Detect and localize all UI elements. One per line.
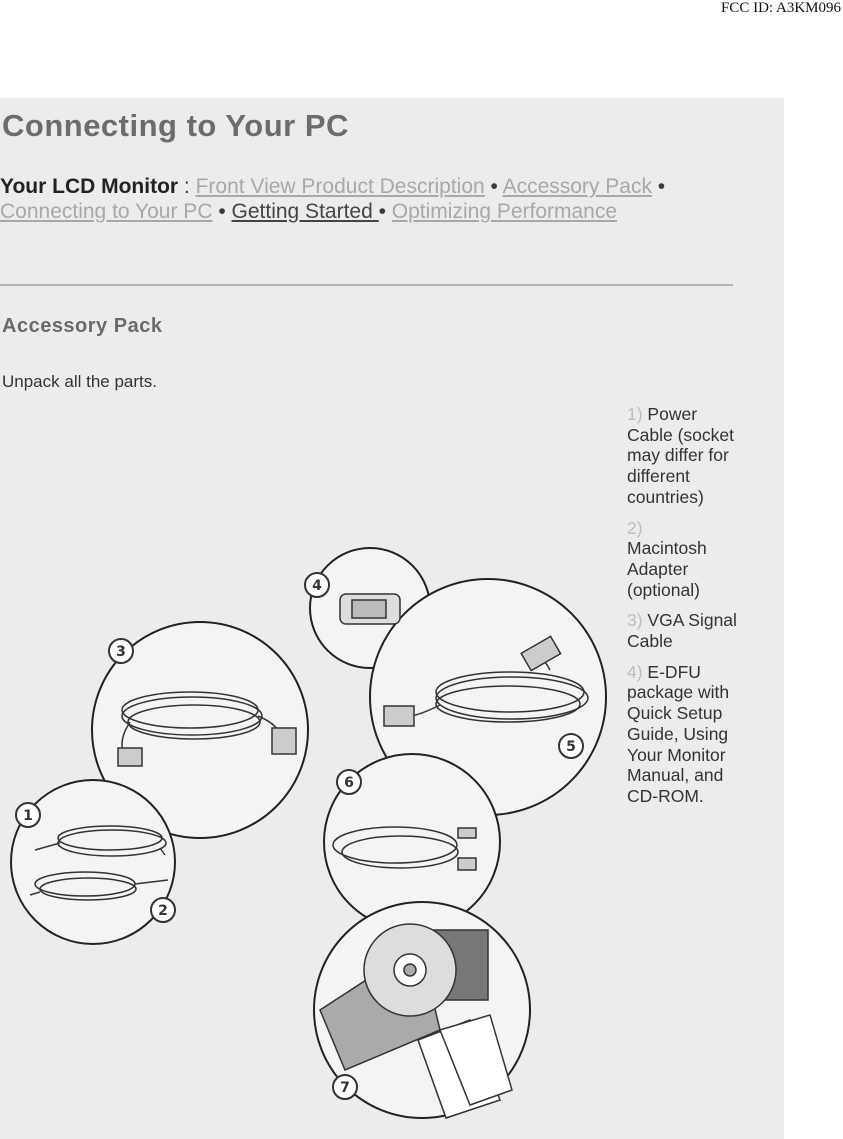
figure-number-3: 3 [116,644,126,660]
part-number: 1) [627,404,643,424]
nav-link-optimizing[interactable]: Optimizing Performance [391,200,618,223]
nav-dot: • [651,175,666,198]
figure-number-2: 2 [158,903,168,919]
part-number: 3) [627,610,643,631]
figure-number-6: 6 [344,775,354,791]
nav-dot: • [484,175,503,198]
nav-separator: : [178,175,196,198]
part-text: VGA Signal Cable [627,610,737,652]
part-text: Macintosh Adapter (optional) [627,538,707,600]
section-title: Accessory Pack [2,315,163,337]
nav-link-getting-started[interactable]: Getting Started [231,200,379,223]
part-text: E-DFU package with Quick Setup Guide, Using Your Monitor Manual, and CD-ROM. [627,661,730,806]
figure-number-5: 5 [566,739,576,755]
nav-link-front-view[interactable]: Front View Product Description [195,175,485,198]
part-number: 4) [627,661,643,682]
nav-lead: Your LCD Monitor [0,175,179,198]
figure-number-7: 7 [340,1080,350,1096]
figure-number-4: 4 [312,578,322,594]
nav-link-accessory-pack[interactable]: Accessory Pack [502,175,652,198]
nav-dot: • [378,200,392,223]
page-title: Connecting to Your PC [2,108,349,143]
part-number: 2) [627,517,643,538]
part-text: Power Cable (socket may differ for different countries) [627,404,734,507]
fcc-id: FCC ID: A3KM096 [720,0,841,16]
nav-dot: • [212,200,232,223]
intro-text: Unpack all the parts. [2,372,157,391]
figure-number-1: 1 [23,808,33,824]
nav-link-connecting[interactable]: Connecting to Your PC [0,200,213,223]
